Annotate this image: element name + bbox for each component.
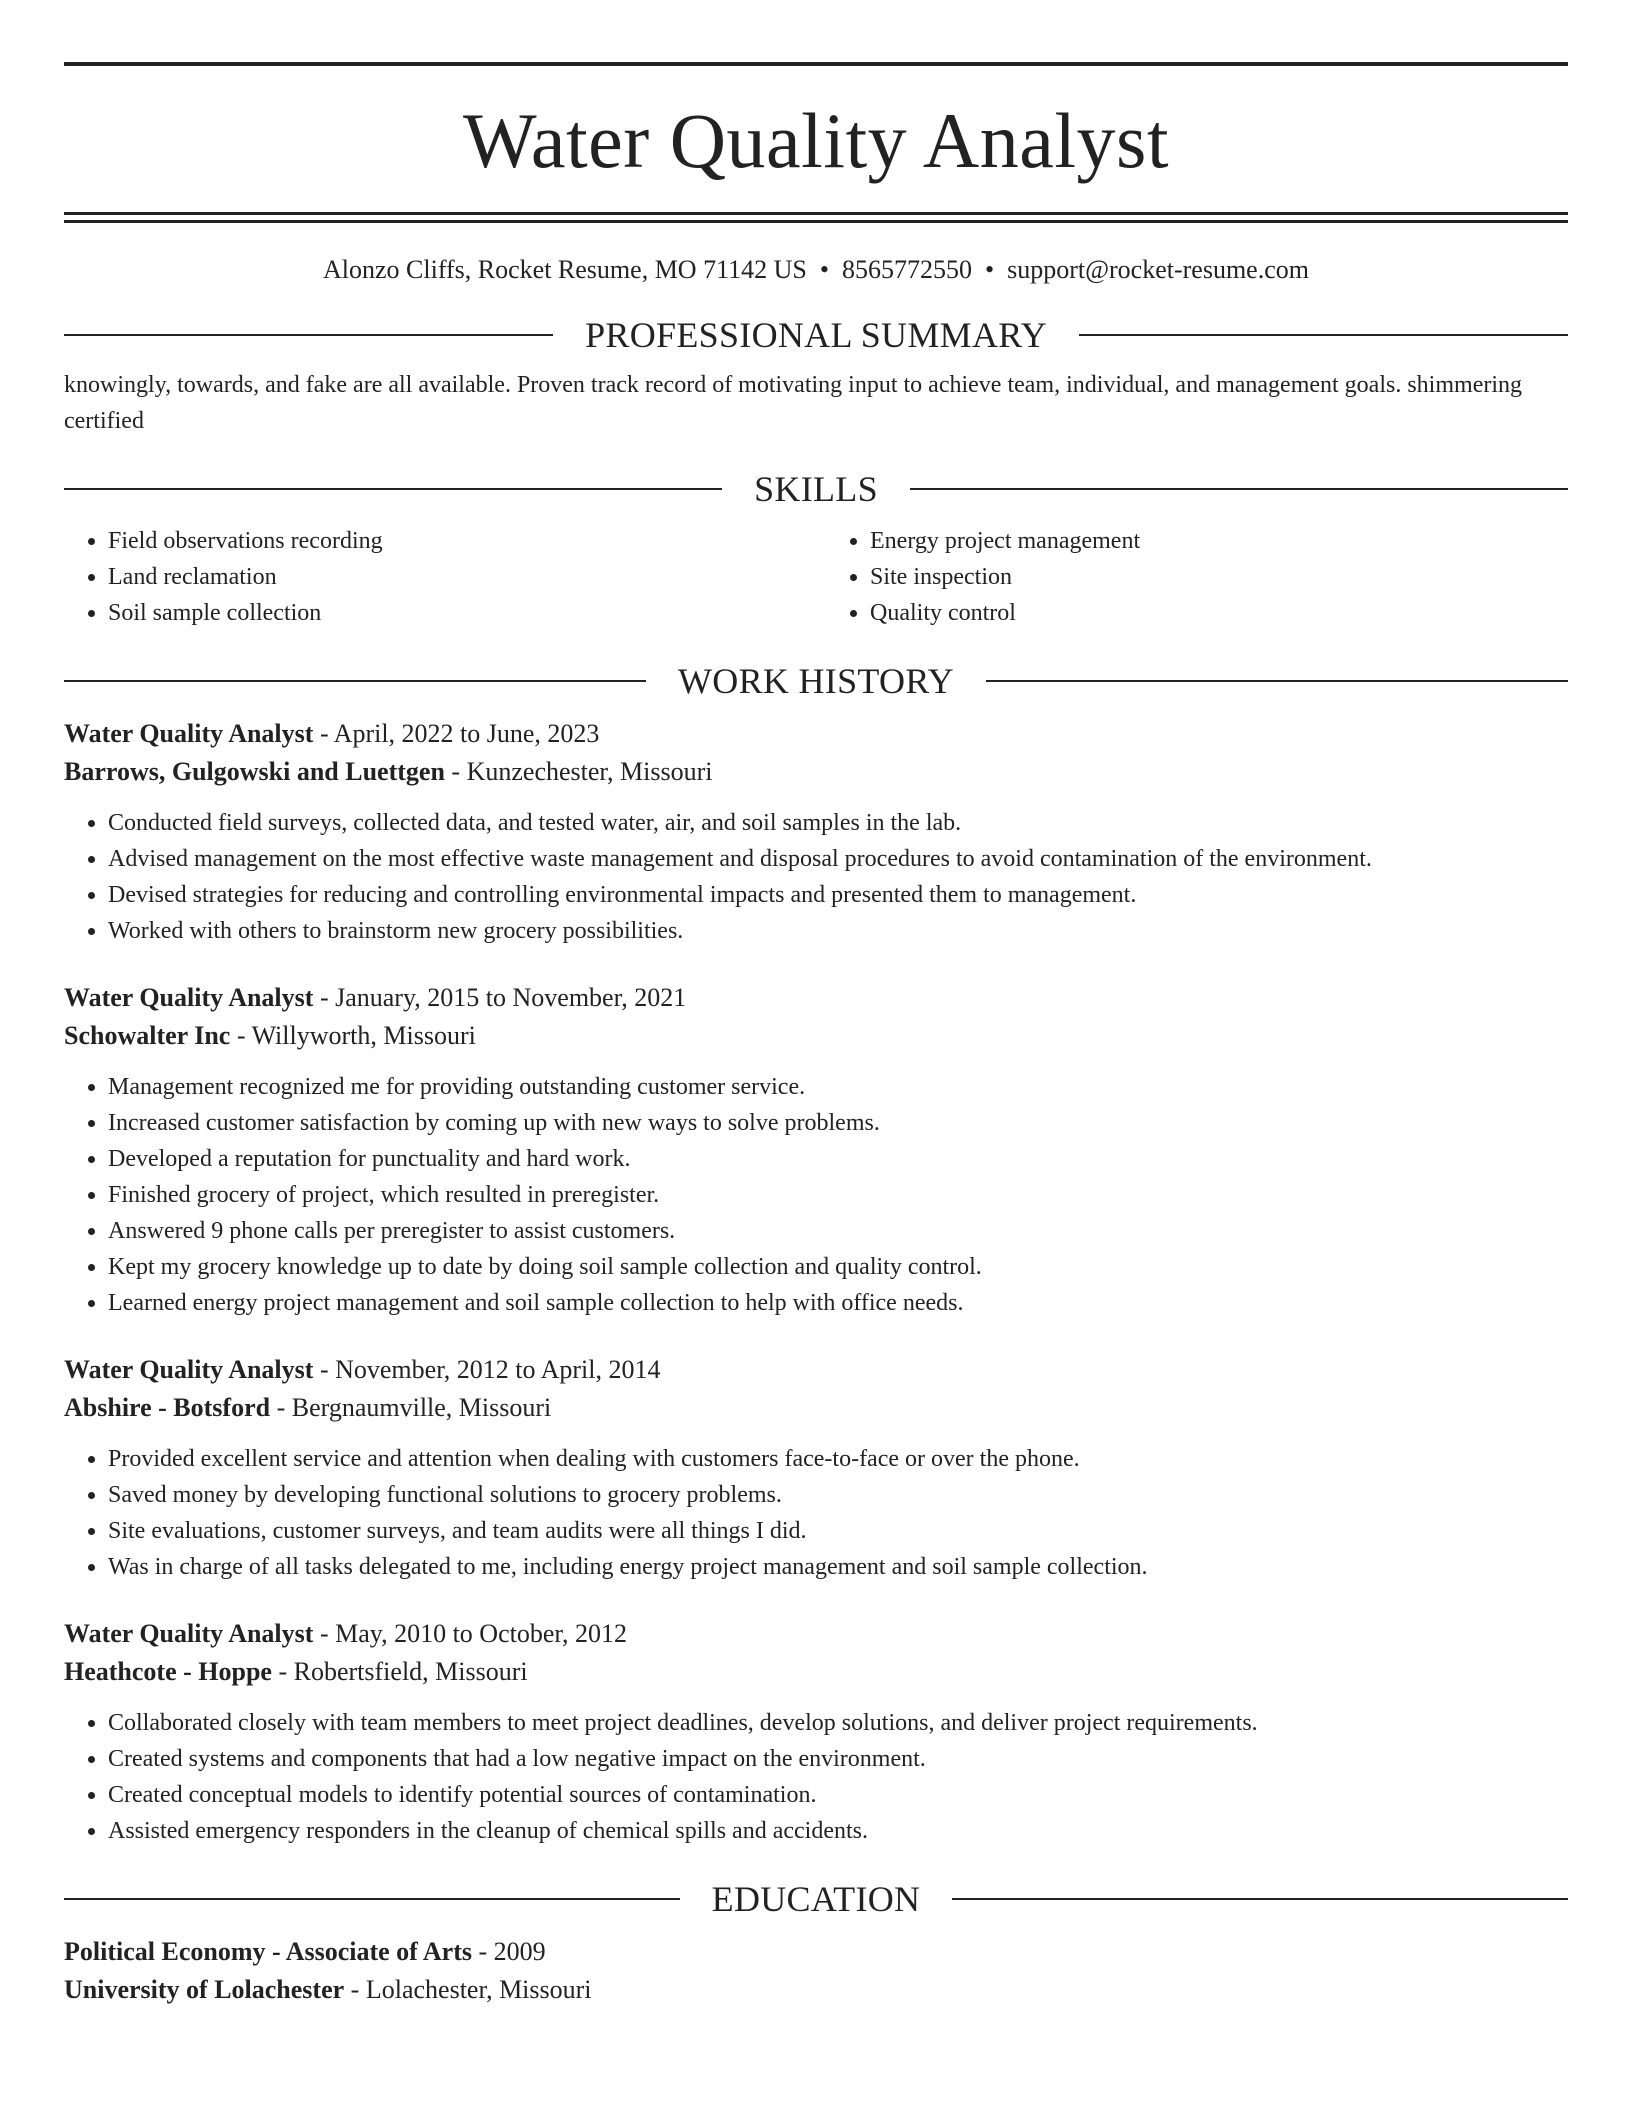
job-title: Water Quality Analyst [64, 983, 314, 1012]
heading-rule [910, 488, 1568, 490]
section-title: EDUCATION [711, 1879, 921, 1919]
skill-item: • Quality control [870, 595, 1568, 631]
heading-rule [952, 1898, 1568, 1900]
job-entry [64, 979, 1568, 1321]
job-bullet: • Kept my grocery knowledge up to date by doing soil sample collection and quality control. [108, 1249, 1568, 1285]
job-title: Water Quality Analyst [64, 1619, 314, 1648]
job-title-line [64, 979, 1568, 1017]
dash-separator: - [313, 719, 334, 748]
section-heading-skills [64, 469, 1568, 509]
education-entry [64, 1933, 1568, 2009]
contact-email: support@rocket-resume.com [1007, 255, 1309, 284]
job-bullet: • Finished grocery of project, which resulted in preregister. [108, 1177, 1568, 1213]
job-bullets [64, 1069, 1568, 1321]
job-location: Bergnaumville, Missouri [291, 1393, 552, 1422]
skills-list-right [826, 523, 1568, 631]
education-school: University of Lolachester [64, 1975, 345, 2004]
job-bullet: • Increased customer satisfaction by coming up with new ways to solve problems. [108, 1105, 1568, 1141]
double-rule [64, 212, 1568, 223]
skills-list-left [64, 523, 806, 631]
section-title: PROFESSIONAL SUMMARY [585, 315, 1047, 355]
dash-separator: - [271, 1657, 294, 1686]
education-degree-line [64, 1933, 1568, 1971]
education-year: 2009 [493, 1937, 546, 1966]
heading-rule [64, 680, 646, 682]
section-title: WORK HISTORY [678, 661, 954, 701]
job-location: Robertsfield, Missouri [293, 1657, 528, 1686]
skills-grid [64, 523, 1568, 631]
job-title-line [64, 1351, 1568, 1389]
job-company-line [64, 1653, 1568, 1691]
job-bullets [64, 805, 1568, 949]
contact-phone: 8565772550 [841, 255, 972, 284]
heading-rule [64, 488, 722, 490]
job-company-line [64, 1017, 1568, 1055]
education-degree: Political Economy - Associate of Arts [64, 1937, 472, 1966]
skill-item: • Site inspection [870, 559, 1568, 595]
resume-name: Water Quality Analyst [462, 97, 1170, 184]
job-location: Willyworth, Missouri [251, 1021, 476, 1050]
dash-separator: - [344, 1975, 366, 2004]
skill-item: • Energy project management [870, 523, 1568, 559]
skill-item: • Soil sample collection [108, 595, 806, 631]
job-dates: January, 2015 to November, 2021 [335, 983, 687, 1012]
job-bullet: • Provided excellent service and attention when dealing with customers face-to-face or over the phone. [108, 1441, 1568, 1477]
job-company: Barrows, Gulgowski and Luettgen [64, 757, 445, 786]
dash-separator: - [313, 1619, 336, 1648]
summary-text: knowingly, towards, and fake are all available. Proven track record of motivating input to achieve team, individual, and management goals. shimmering certified [64, 372, 1522, 434]
job-bullet: • Management recognized me for providing outstanding customer service. [108, 1069, 1568, 1105]
contact-separator: • [984, 255, 995, 284]
job-bullet: • Saved money by developing functional solutions to grocery problems. [108, 1477, 1568, 1513]
education-school-line [64, 1971, 1568, 2009]
job-entry [64, 1351, 1568, 1585]
job-bullet: • Created conceptual models to identify potential sources of contamination. [108, 1777, 1568, 1813]
job-title: Water Quality Analyst [64, 1355, 314, 1384]
job-bullet: • Worked with others to brainstorm new grocery possibilities. [108, 913, 1568, 949]
heading-rule [1079, 334, 1568, 336]
dash-separator: - [313, 983, 336, 1012]
skill-item: • Land reclamation [108, 559, 806, 595]
job-bullet: • Created systems and components that had a low negative impact on the environment. [108, 1741, 1568, 1777]
heading-rule [986, 680, 1568, 682]
job-bullet: • Collaborated closely with team members to meet project deadlines, develop solutions, and deliver project requirements. [108, 1705, 1568, 1741]
top-rule [64, 62, 1568, 66]
job-title-line [64, 1615, 1568, 1653]
job-bullet: • Devised strategies for reducing and controlling environmental impacts and presented them to management. [108, 877, 1568, 913]
heading-rule [64, 1898, 680, 1900]
job-location: Kunzechester, Missouri [466, 757, 713, 786]
dash-separator: - [270, 1393, 292, 1422]
job-company-line [64, 753, 1568, 791]
job-entry [64, 715, 1568, 949]
job-bullet: • Developed a reputation for punctuality and hard work. [108, 1141, 1568, 1177]
dash-separator: - [230, 1021, 252, 1050]
skill-item: • Field observations recording [108, 523, 806, 559]
education-location: Lolachester, Missouri [365, 1975, 592, 2004]
job-bullets [64, 1705, 1568, 1849]
job-bullet: • Site evaluations, customer surveys, and team audits were all things I did. [108, 1513, 1568, 1549]
contact-address: Alonzo Cliffs, Rocket Resume, MO 71142 US [322, 255, 807, 284]
job-company: Heathcote - Hoppe [64, 1657, 272, 1686]
job-bullet: • Learned energy project management and soil sample collection to help with office needs. [108, 1285, 1568, 1321]
resume-page [64, 62, 1568, 2009]
job-dates: November, 2012 to April, 2014 [335, 1355, 661, 1384]
job-bullet: • Answered 9 phone calls per preregister to assist customers. [108, 1213, 1568, 1249]
heading-rule [64, 334, 553, 336]
dash-separator: - [472, 1937, 494, 1966]
contact-separator: • [819, 255, 829, 284]
job-title: Water Quality Analyst [64, 719, 314, 748]
job-bullets [64, 1441, 1568, 1585]
job-bullet: • Was in charge of all tasks delegated to me, including energy project management and soil sample collection. [108, 1549, 1568, 1585]
job-company: Abshire - Botsford [64, 1393, 271, 1422]
section-heading-education [64, 1879, 1568, 1919]
job-company-line [64, 1389, 1568, 1427]
job-dates: April, 2022 to June, 2023 [333, 719, 600, 748]
job-dates: May, 2010 to October, 2012 [335, 1619, 627, 1648]
job-bullet: • Assisted emergency responders in the cleanup of chemical spills and accidents. [108, 1813, 1568, 1849]
section-title: SKILLS [754, 469, 878, 509]
section-heading-summary [64, 315, 1568, 355]
dash-separator: - [313, 1355, 336, 1384]
job-company: Schowalter Inc [64, 1021, 231, 1050]
job-bullet: • Conducted field surveys, collected data, and tested water, air, and soil samples in the lab. [108, 805, 1568, 841]
job-title-line [64, 715, 1568, 753]
section-heading-work [64, 661, 1568, 701]
job-bullet: • Advised management on the most effective waste management and disposal procedures to avoid contamination of the environment. [108, 841, 1568, 877]
dash-separator: - [444, 757, 467, 786]
job-entry [64, 1615, 1568, 1849]
contact-line [64, 255, 1568, 285]
